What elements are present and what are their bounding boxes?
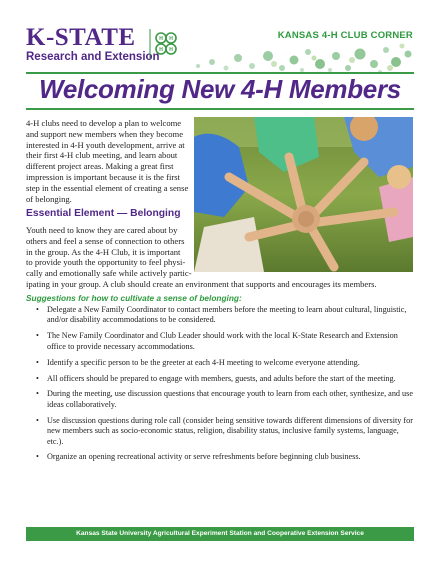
list-item — [36, 331, 414, 352]
section-heading-belonging: Essential Element — Belonging — [26, 208, 181, 219]
suggestions-heading: Suggestions for how to cultivate a sense of belonging: — [26, 293, 242, 303]
svg-text:H: H — [169, 36, 173, 42]
suggestions-list — [36, 305, 414, 468]
list-item — [36, 305, 414, 326]
clover-icon — [149, 28, 181, 60]
suggestion-text: All officers should be prepared to engage with members, guests, and adults before the start of the meeting. — [47, 373, 396, 383]
suggestion-text: Use discussion questions during role call (consider being sensitive towards different dimensions of diversity for new members such as socio-economic status, religion, disability status, inclusive family systems, language, etc.). — [47, 415, 413, 446]
suggestion-text: Delegate a New Family Coordinator to contact members before the meeting to learn about cultural, linguistic, and/or disability accommodations to be considered. — [47, 305, 407, 325]
bullet-icon: • — [36, 389, 39, 399]
title-rule-bottom — [26, 108, 414, 110]
list-item — [36, 389, 414, 410]
logo-subtitle: Research and Extension — [26, 51, 160, 63]
list-item — [36, 358, 414, 368]
kstate-logo — [26, 26, 160, 63]
club-corner-label: KANSAS 4-H CLUB CORNER — [277, 30, 413, 41]
suggestion-text: The New Family Coordinator and Club Leader should work with the local K-State Research and Extension office to provide necessary accommodations. — [47, 331, 398, 351]
belonging-line: others and feel a sense of connection to others — [26, 235, 185, 246]
list-item — [36, 416, 414, 447]
bullet-icon: • — [36, 452, 39, 462]
logo-wordmark: K-STATE — [26, 24, 136, 51]
svg-text:H: H — [159, 47, 163, 53]
suggestion-text: Organize an opening recreational activity or serve refreshments before beginning club business. — [47, 452, 361, 462]
belonging-paragraph — [26, 225, 377, 290]
bullet-icon: • — [36, 305, 39, 314]
belonging-line: in the group. As the 4-H Club, it is important — [26, 246, 181, 257]
suggestion-text: During the meeting, use discussion questions that encourage youth to learn from each other, synthesize, and use ideas collaboratively. — [47, 389, 413, 409]
bullet-icon: • — [36, 357, 39, 367]
svg-text:H: H — [169, 47, 173, 53]
page-title: Welcoming New 4-H Members — [39, 74, 401, 104]
belonging-line: cally and emotionally safe while actively partic- — [26, 268, 192, 279]
belonging-line: ipating in your group. A club should create an environment that supports and encourages its members. — [26, 278, 377, 289]
footer-bar: Kansas State University Agricultural Experiment Station and Cooperative Extension Service — [26, 527, 414, 541]
svg-text:H: H — [159, 36, 163, 42]
decorative-bokeh — [190, 42, 415, 74]
bullet-icon: • — [36, 373, 39, 383]
bullet-icon: • — [36, 415, 39, 425]
list-item — [36, 452, 414, 462]
list-item — [36, 374, 414, 384]
suggestion-text: Identify a specific person to be the greeter at each 4-H meeting to welcome everyone attending. — [47, 357, 360, 367]
belonging-line: Youth need to know they are cared about by — [26, 225, 178, 235]
belonging-line: to provide youth the opportunity to feel physi- — [26, 257, 186, 268]
bullet-icon: • — [36, 331, 39, 341]
intro-paragraph: 4-H clubs need to develop a plan to welcome and support new members when they become interested in 4-H youth development, arrive at their first 4-H club meeting, and learn about different project areas. Making a great first impression is important because it is the first step in the essential element of creating a sense of belonging. — [26, 118, 189, 204]
